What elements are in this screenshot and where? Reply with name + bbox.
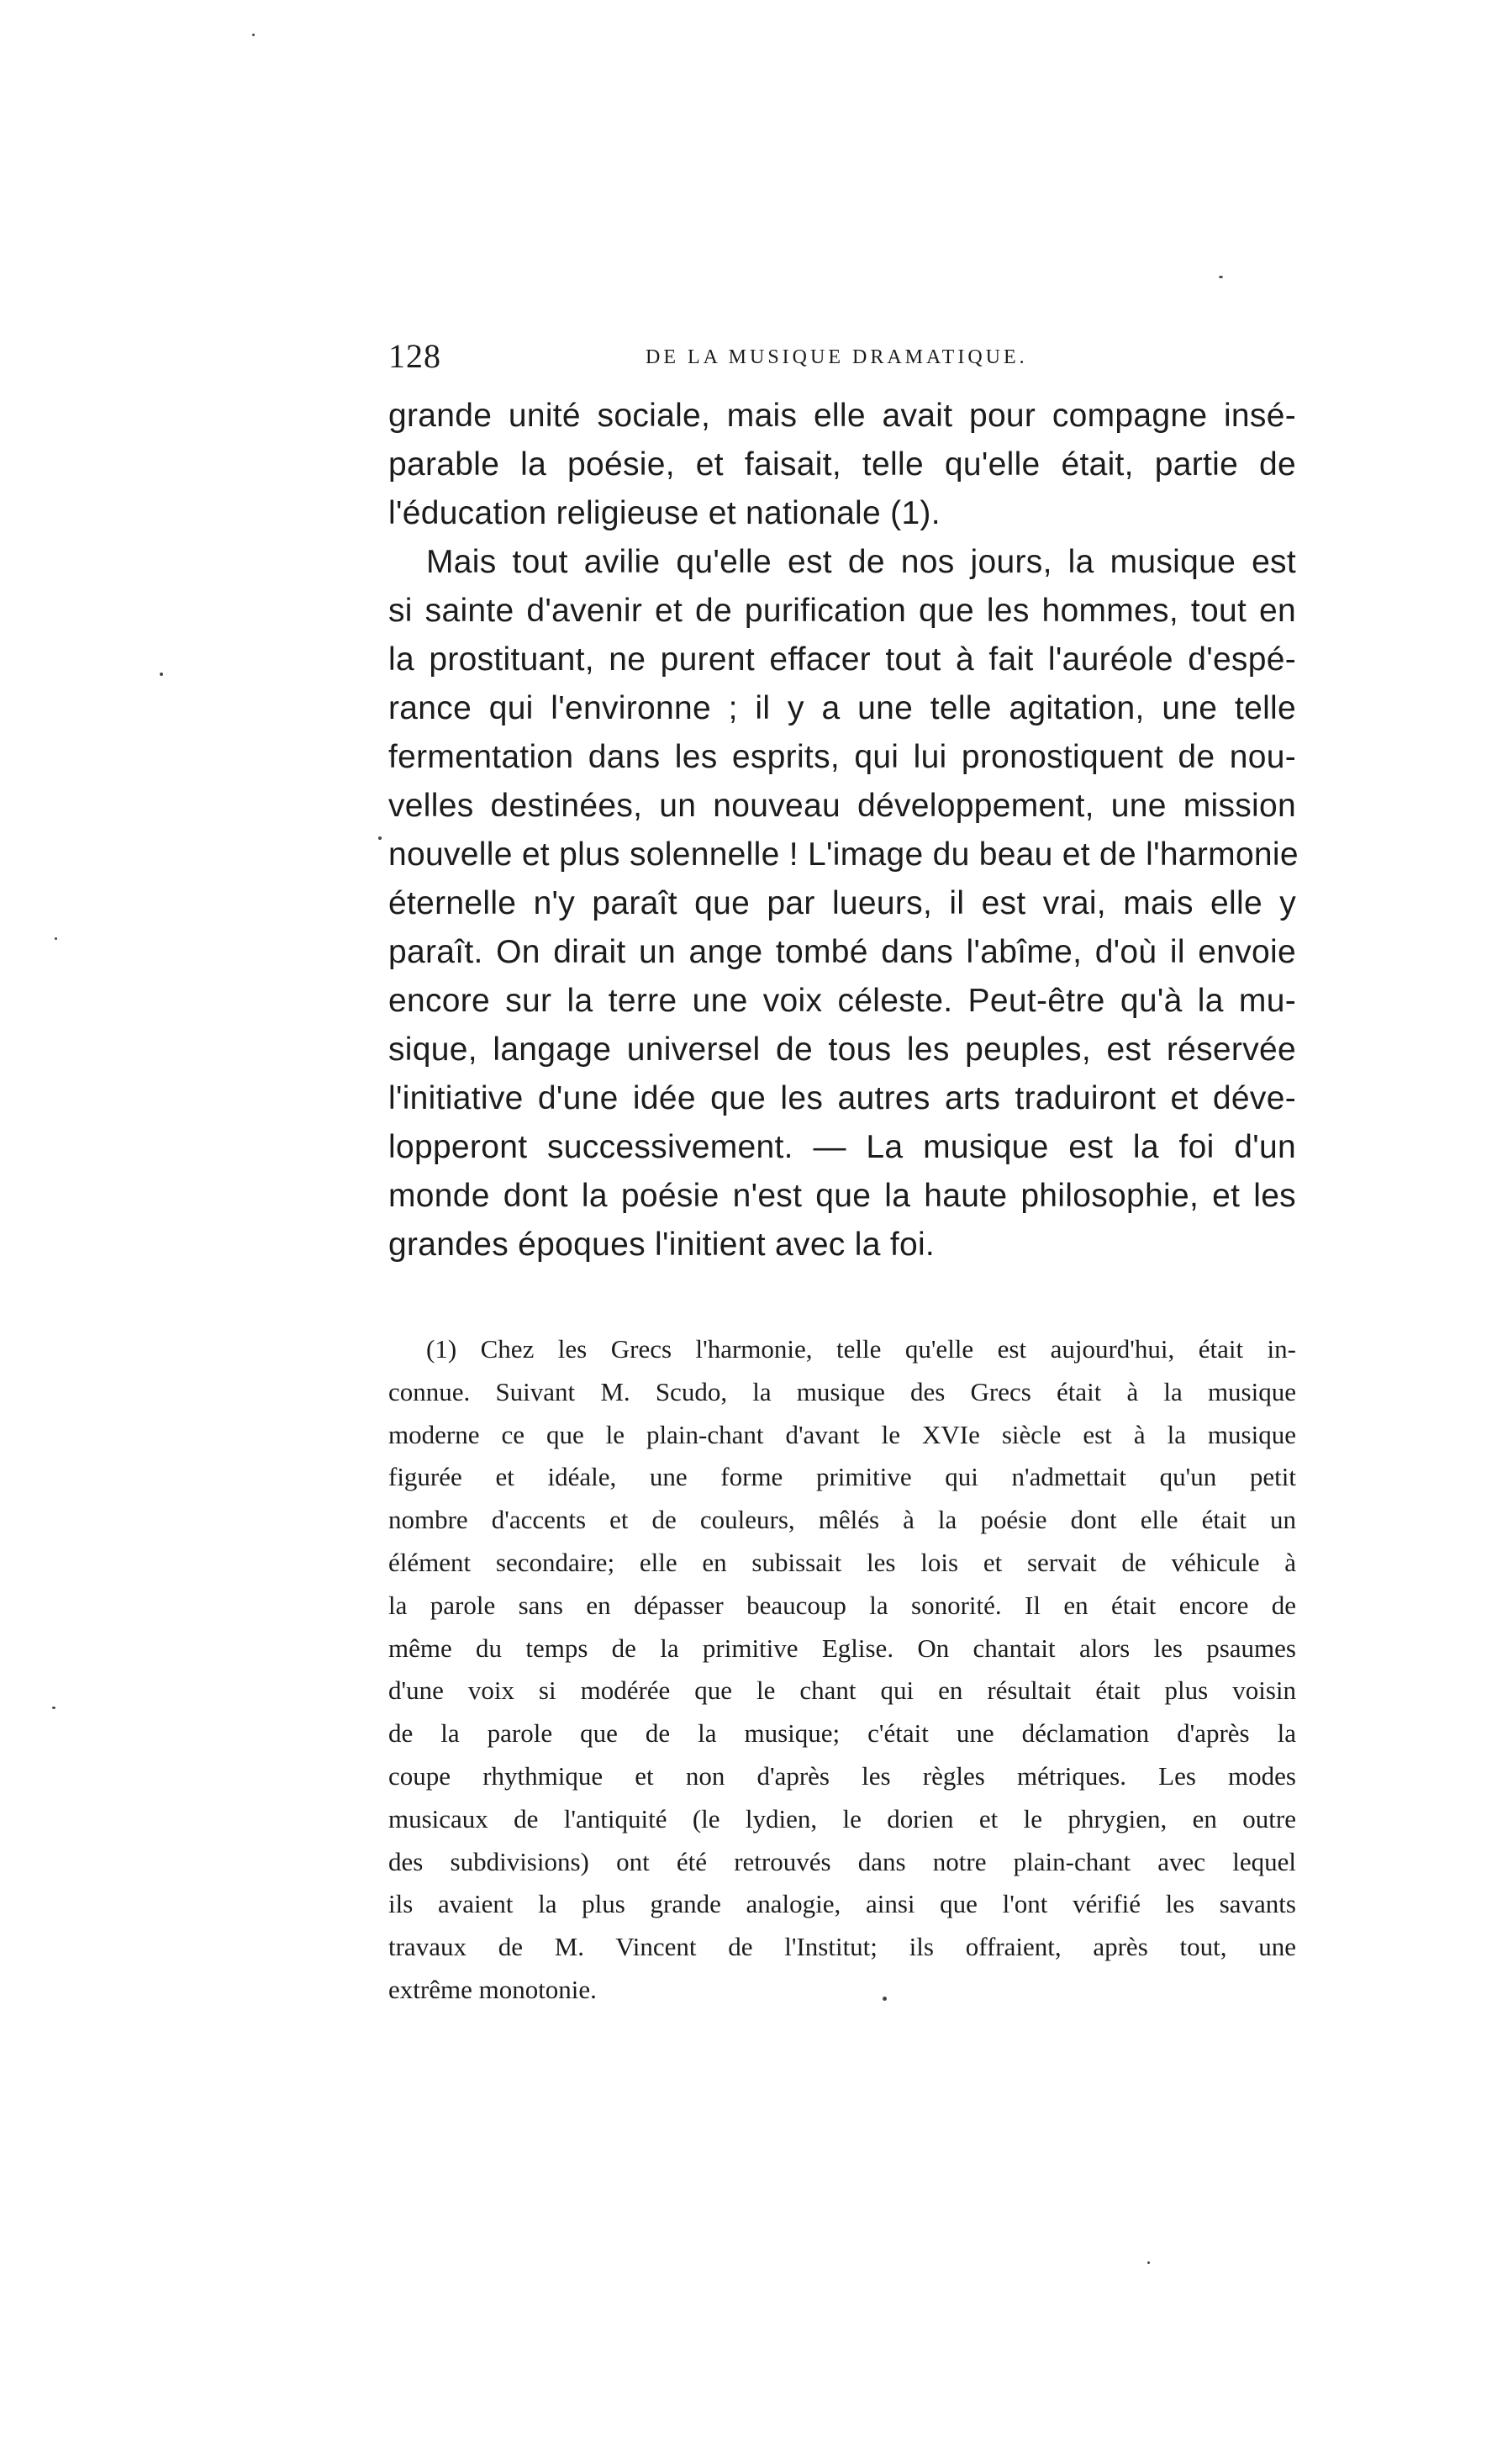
text-line: paraît. On dirait un ange tombé dans l'abîme, d'où il envoie (388, 934, 1296, 970)
scan-speck (1219, 276, 1223, 278)
text-line: encore sur la terre une voix céleste. Peut-être qu'à la mu- (388, 983, 1296, 1019)
footnote-line: travaux de M. Vincent de l'Institut; ils offraient, après tout, une (388, 1932, 1296, 1962)
footnote-line: ils avaient la plus grande analogie, ainsi que l'ont vérifié les savants (388, 1889, 1296, 1919)
text-line: éternelle n'y paraît que par lueurs, il est vrai, mais elle y (388, 885, 1296, 921)
footnote-line: (1) Chez les Grecs l'harmonie, telle qu'elle est aujourd'hui, était in- (426, 1334, 1296, 1364)
text-line: l'initiative d'une idée que les autres arts traduiront et déve- (388, 1080, 1296, 1116)
footnote-line: extrême monotonie. (388, 1974, 597, 2004)
scan-speck (883, 1997, 887, 2001)
text-line: si sainte d'avenir et de purification que les hommes, tout en (388, 593, 1296, 629)
text-line: fermentation dans les esprits, qui lui pronostiquent de nou- (388, 739, 1296, 775)
footnote-line: coupe rhythmique et non d'après les règles métriques. Les modes (388, 1760, 1296, 1791)
text-line: rance qui l'environne ; il y a une telle agitation, une telle (388, 690, 1296, 726)
footnote (388, 1328, 1296, 2012)
page-number: 128 (388, 337, 441, 375)
scan-speck (1147, 2261, 1150, 2264)
text-line: nouvelle et plus solennelle ! L'image du beau et de l'harmonie (388, 836, 1299, 873)
footnote-line: la parole sans en dépasser beaucoup la sonorité. Il en était encore de (388, 1590, 1296, 1620)
scan-speck (252, 34, 255, 36)
footnote-line: figurée et idéale, une forme primitive qui n'admettait qu'un petit (388, 1462, 1296, 1492)
footnote-line: connue. Suivant M. Scudo, la musique des Grecs était à la musique (388, 1376, 1296, 1406)
text-line: grande unité sociale, mais elle avait pour compagne insé- (388, 398, 1296, 434)
text-line: sique, langage universel de tous les peuples, est réservée (388, 1032, 1296, 1068)
footnote-line: de la parole que de la musique; c'était une déclamation d'après la (388, 1718, 1296, 1749)
text-line: grandes époques l'initient avec la foi. (388, 1227, 936, 1263)
text-line: Mais tout avilie qu'elle est de nos jours, la musique est (426, 544, 1296, 580)
text-line: la prostituant, ne purent effacer tout à fait l'auréole d'espé- (388, 641, 1296, 678)
footnote-line: même du temps de la primitive Eglise. On chantait alors les psaumes (388, 1633, 1296, 1663)
scan-speck (55, 937, 57, 940)
footnote-line: des subdivisions) ont été retrouvés dans notre plain-chant avec lequel (388, 1846, 1296, 1876)
scan-speck (160, 673, 163, 676)
text-line: velles destinées, un nouveau développement, une mission (388, 788, 1296, 824)
scan-speck (378, 836, 382, 840)
scan-speck (52, 1707, 55, 1709)
text-line: parable la poésie, et faisait, telle qu'elle était, partie de (388, 446, 1296, 483)
footnote-line: musicaux de l'antiquité (le lydien, le dorien et le phrygien, en outre (388, 1803, 1296, 1833)
footnote-line: moderne ce que le plain-chant d'avant le XVIe siècle est à la musique (388, 1419, 1296, 1449)
main-text (388, 392, 1299, 1269)
footnote-line: nombre d'accents et de couleurs, mêlés à la poésie dont elle était un (388, 1505, 1296, 1535)
footnote-line: élément secondaire; elle en subissait les lois et servait de véhicule à (388, 1547, 1296, 1577)
text-line: lopperont successivement. — La musique est la foi d'un (388, 1129, 1296, 1165)
text-line: monde dont la poésie n'est que la haute philosophie, et les (388, 1178, 1296, 1214)
running-head: DE LA MUSIQUE DRAMATIQUE. (646, 346, 1028, 368)
text-line: l'éducation religieuse et nationale (1). (388, 495, 941, 531)
page-header (388, 336, 1296, 387)
footnote-line: d'une voix si modérée que le chant qui en résultait était plus voisin (388, 1675, 1296, 1706)
